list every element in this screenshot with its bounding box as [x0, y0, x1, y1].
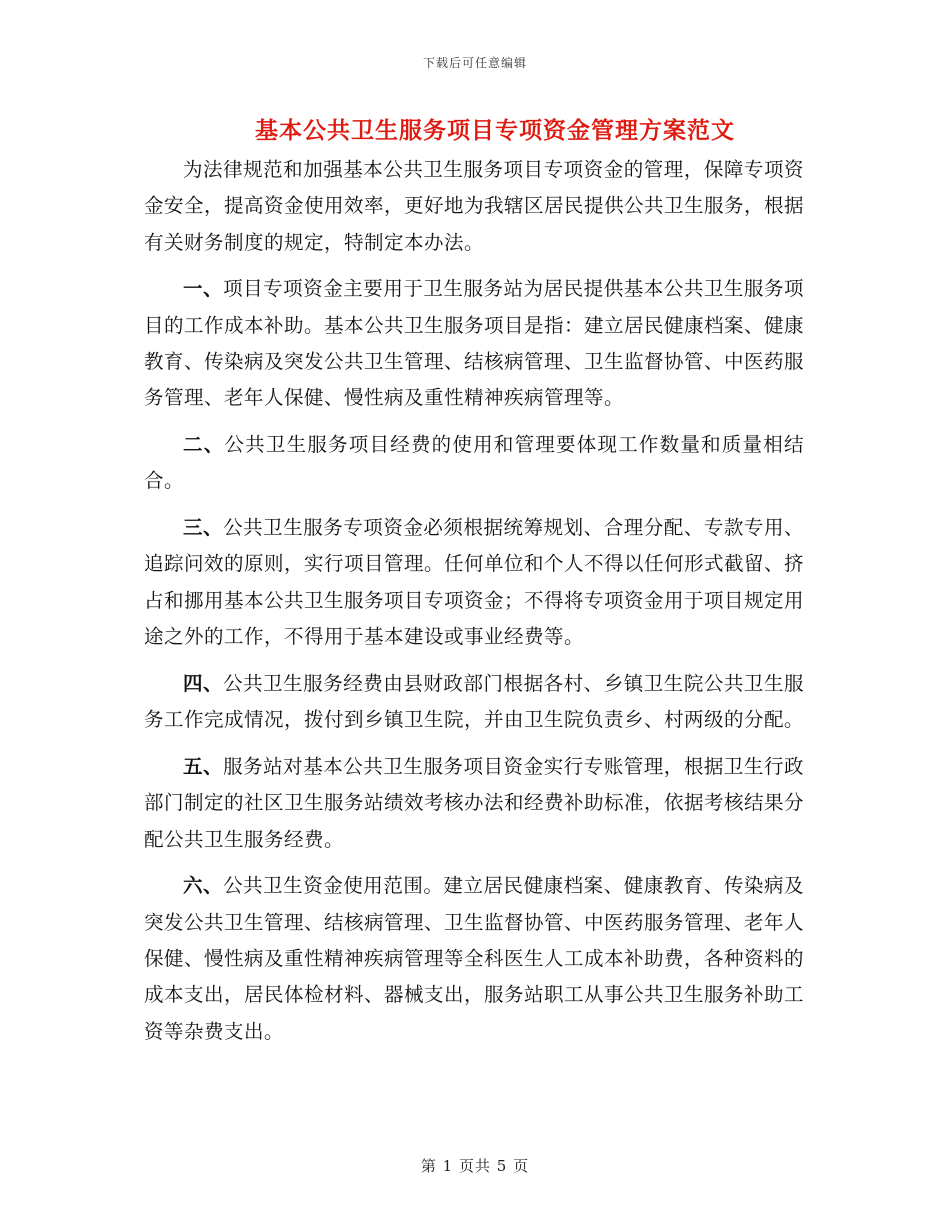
- document-title: 基本公共卫生服务项目专项资金管理方案范文: [255, 117, 735, 144]
- paragraph-lead: 二、: [183, 433, 225, 457]
- paragraph-text: 公共卫生服务专项资金必须根据统筹规划、合理分配、专款专用、追踪问效的原则，实行项目管理。任何单位和个人不得以任何形式截留、挤占和挪用基本公共卫生服务项目专项资金；不得将专项资金用于项目规定用途之外的工作，不得用于基本建设或事业经费等。: [144, 516, 805, 649]
- paragraph-item-5: [144, 749, 804, 858]
- paragraph-text: 为法律规范和加强基本公共卫生服务项目专项资金的管理，保障专项资金安全，提高资金使用效率，更好地为我辖区居民提供公共卫生服务，根据有关财务制度的规定，特制定本办法。: [144, 158, 805, 254]
- paragraph-item-1: [144, 271, 804, 416]
- paragraph-text: 项目专项资金主要用于卫生服务站为居民提供基本公共卫生服务项目的工作成本补助。基本公共卫生服务项目是指：建立居民健康档案、健康教育、传染病及突发公共卫生管理、结核病管理、卫生监督协管、中医药服务管理、老年人保健、慢性病及重性精神疾病管理等。: [144, 277, 805, 410]
- document-body: [144, 152, 804, 1060]
- paragraph-lead: 一、: [183, 277, 224, 301]
- paragraph-intro: [144, 152, 804, 261]
- header-note: 下载后可任意编辑: [422, 56, 527, 70]
- paragraph-lead: 五、: [183, 754, 224, 778]
- paragraph-item-6: [144, 868, 804, 1049]
- paragraph-item-3: [144, 510, 804, 655]
- paragraph-lead: 三、: [183, 516, 224, 540]
- paragraph-item-2: [144, 427, 804, 500]
- page-footer: 第 1 页共 5 页: [420, 1157, 530, 1175]
- paragraph-text: 服务站对基本公共卫生服务项目资金实行专账管理，根据卫生行政部门制定的社区卫生服务站绩效考核办法和经费补助标准，依据考核结果分配公共卫生服务经费。: [144, 754, 805, 851]
- paragraph-lead: 六、: [183, 874, 224, 898]
- paragraph-text: 公共卫生服务项目经费的使用和管理要体现工作数量和质量相结合。: [144, 433, 804, 493]
- paragraph-item-4: [144, 666, 804, 739]
- paragraph-lead: 四、: [183, 671, 224, 695]
- paragraph-text: 公共卫生服务经费由县财政部门根据各村、乡镇卫生院公共卫生服务工作完成情况，拨付到乡镇卫生院，并由卫生院负责乡、村两级的分配。: [144, 671, 805, 732]
- paragraph-text: 公共卫生资金使用范围。建立居民健康档案、健康教育、传染病及突发公共卫生管理、结核病管理、卫生监督协管、中医药服务管理、老年人保健、慢性病及重性精神疾病管理等全科医生人工成本补助费，各种资料的成本支出，居民体检材料、器械支出，服务站职工从事公共卫生服务补助工资等杂费支出。: [144, 874, 805, 1043]
